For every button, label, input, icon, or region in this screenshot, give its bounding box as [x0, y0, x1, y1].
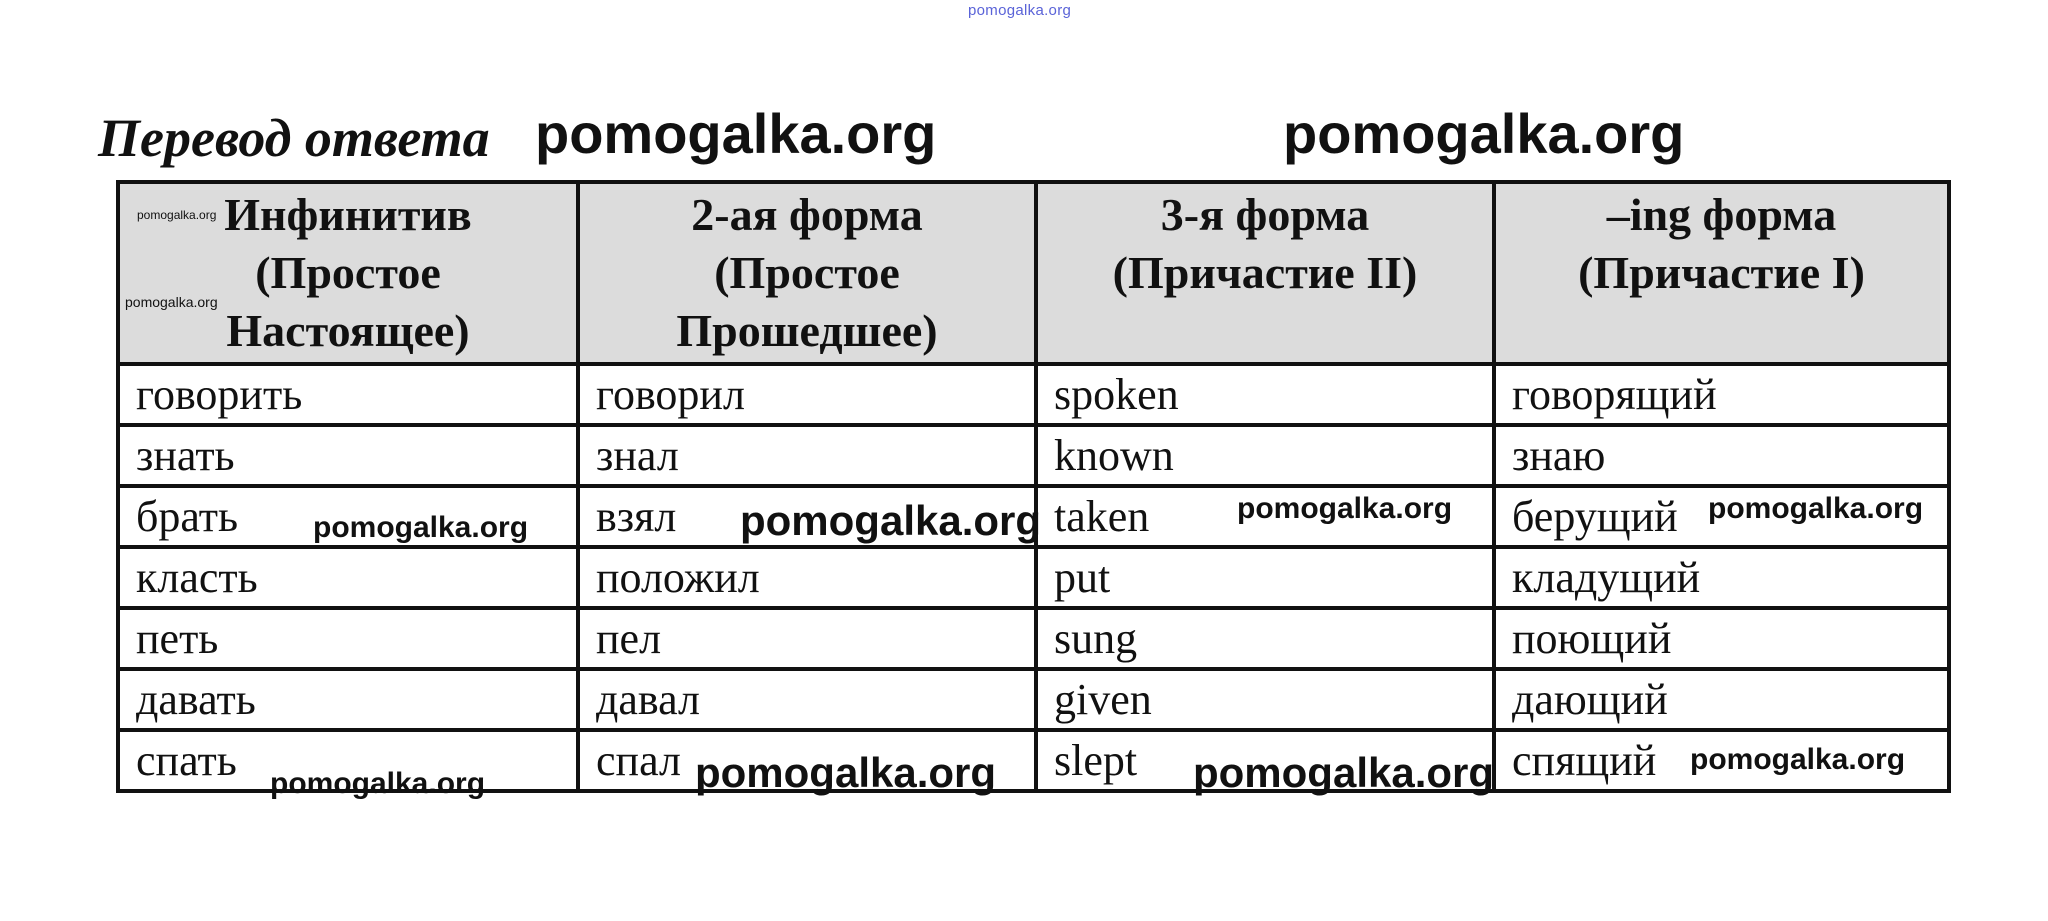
- watermark-text: pomogalka.org: [1690, 743, 1906, 776]
- table-cell: put: [1036, 547, 1494, 608]
- table-cell: slept: [1036, 730, 1494, 791]
- table-cell: знаю: [1494, 425, 1949, 486]
- top-watermark: pomogalka.org: [968, 2, 1072, 19]
- watermark-text: pomogalka.org: [137, 208, 217, 222]
- watermark-text: pomogalka.org: [535, 102, 937, 165]
- table-cell: поющий: [1494, 608, 1949, 669]
- table-cell: дающий: [1494, 669, 1949, 730]
- table-cell: знал: [578, 425, 1036, 486]
- table-cell: кладущий: [1494, 547, 1949, 608]
- verb-forms-table: [116, 180, 1951, 793]
- table-row: [118, 608, 1949, 669]
- table-cell: sung: [1036, 608, 1494, 669]
- watermark-text: pomogalka.org: [695, 749, 997, 796]
- table-cell: спал: [578, 730, 1036, 791]
- watermark-text: pomogalka.org: [1708, 492, 1924, 525]
- table-cell: брать: [118, 486, 578, 547]
- table-row: [118, 364, 1949, 425]
- table-row: [118, 669, 1949, 730]
- table-cell: знать: [118, 425, 578, 486]
- table-header-row: [118, 182, 1949, 364]
- header-ing-form: –ing форма (Причастие I): [1494, 182, 1949, 364]
- page-heading: Перевод ответа: [98, 108, 490, 168]
- watermark-text: pomogalka.org: [740, 497, 1042, 544]
- watermark-text: pomogalka.org: [1283, 102, 1685, 165]
- table-cell: класть: [118, 547, 578, 608]
- table-cell: пел: [578, 608, 1036, 669]
- table-cell: спать: [118, 730, 578, 791]
- table-cell: спящий: [1494, 730, 1949, 791]
- table-cell: given: [1036, 669, 1494, 730]
- table-cell: говорил: [578, 364, 1036, 425]
- table-cell: говорить: [118, 364, 578, 425]
- watermark-text: pomogalka.org: [270, 767, 486, 800]
- watermark-text: pomogalka.org: [125, 294, 218, 310]
- table-cell: взял: [578, 486, 1036, 547]
- table-cell: берущий: [1494, 486, 1949, 547]
- table-cell: taken: [1036, 486, 1494, 547]
- table-cell: давал: [578, 669, 1036, 730]
- header-second-form: 2-ая форма (Простое Прошедшее): [578, 182, 1036, 364]
- watermark-text: pomogalka.org: [313, 511, 529, 544]
- table-cell: spoken: [1036, 364, 1494, 425]
- watermark-text: pomogalka.org: [1193, 749, 1495, 796]
- header-infinitive: Инфинитив (Простое Настоящее): [118, 182, 578, 364]
- table-cell: положил: [578, 547, 1036, 608]
- table-cell: known: [1036, 425, 1494, 486]
- table-row: [118, 425, 1949, 486]
- table-cell: давать: [118, 669, 578, 730]
- watermark-text: pomogalka.org: [1237, 492, 1453, 525]
- header-third-form: 3-я форма (Причастие II): [1036, 182, 1494, 364]
- table-cell: петь: [118, 608, 578, 669]
- table-row: [118, 547, 1949, 608]
- table-cell: говорящий: [1494, 364, 1949, 425]
